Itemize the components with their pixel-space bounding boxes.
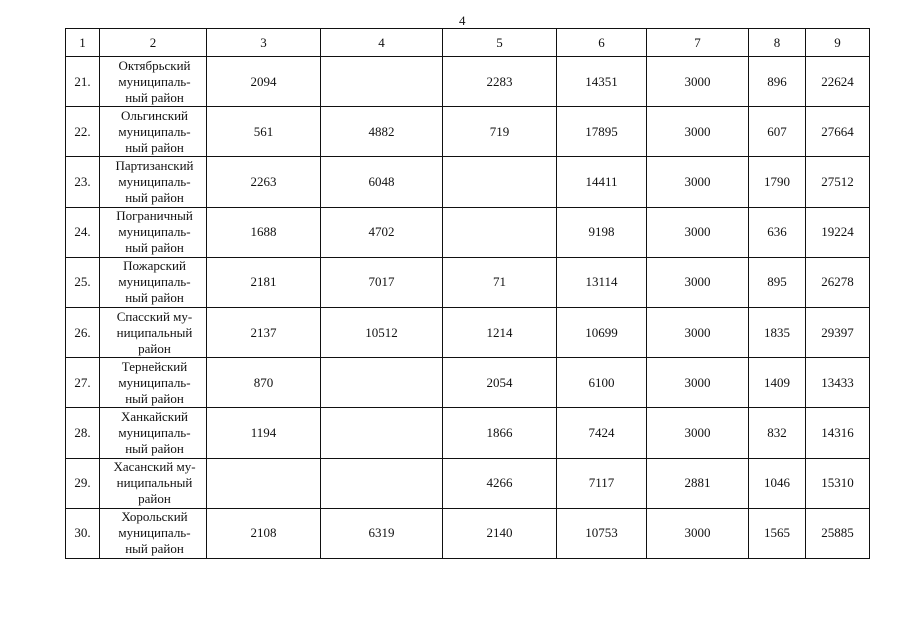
district-name-line: муниципаль- [118, 123, 191, 139]
value-cell-c3: 2137 [207, 307, 321, 357]
value-cell-c8: 895 [749, 257, 806, 307]
district-name-line: ный район [125, 240, 184, 256]
value-cell-c6: 14351 [557, 57, 647, 107]
value-cell-c5: 1214 [443, 307, 557, 357]
value-cell-c9: 13433 [806, 358, 870, 408]
table-row [66, 157, 870, 207]
value-cell-c7: 3000 [647, 207, 749, 257]
value-cell-c8: 607 [749, 107, 806, 157]
district-name-line: муниципаль- [118, 274, 191, 290]
district-name-cell [100, 458, 207, 508]
district-name-line: муниципаль- [118, 224, 191, 240]
column-header: 4 [321, 29, 443, 57]
district-name-cell [100, 257, 207, 307]
district-name-line: район [138, 491, 171, 507]
district-name-line: ный район [125, 390, 184, 406]
value-cell-c9: 29397 [806, 307, 870, 357]
value-cell-c8: 832 [749, 408, 806, 458]
value-cell-c8: 1835 [749, 307, 806, 357]
table-row [66, 257, 870, 307]
district-name-line: Пожарский [123, 258, 186, 274]
value-cell-c5: 71 [443, 257, 557, 307]
row-number-cell: 28. [66, 408, 100, 458]
value-cell-c6: 13114 [557, 257, 647, 307]
page-number: 4 [459, 13, 466, 28]
value-cell-c8: 636 [749, 207, 806, 257]
value-cell-c4 [321, 57, 443, 107]
table-row [66, 458, 870, 508]
table-body [66, 57, 870, 559]
value-cell-c6: 7117 [557, 458, 647, 508]
value-cell-c9: 25885 [806, 508, 870, 558]
district-name-line: ный район [125, 290, 184, 306]
district-name-line: ниципальный [116, 324, 193, 340]
value-cell-c3: 561 [207, 107, 321, 157]
value-cell-c6: 6100 [557, 358, 647, 408]
column-header: 2 [100, 29, 207, 57]
district-name-cell [100, 307, 207, 357]
district-name-cell [100, 107, 207, 157]
column-header: 8 [749, 29, 806, 57]
value-cell-c7: 2881 [647, 458, 749, 508]
value-cell-c4 [321, 408, 443, 458]
value-cell-c3: 2094 [207, 57, 321, 107]
column-header: 9 [806, 29, 870, 57]
value-cell-c5: 2054 [443, 358, 557, 408]
value-cell-c7: 3000 [647, 408, 749, 458]
value-cell-c4: 4882 [321, 107, 443, 157]
row-number-cell: 25. [66, 257, 100, 307]
value-cell-c4: 6319 [321, 508, 443, 558]
value-cell-c8: 896 [749, 57, 806, 107]
value-cell-c7: 3000 [647, 107, 749, 157]
value-cell-c6: 7424 [557, 408, 647, 458]
value-cell-c5: 2140 [443, 508, 557, 558]
district-name-line: муниципаль- [118, 73, 191, 89]
table-row [66, 107, 870, 157]
district-name-line: ный район [125, 189, 184, 205]
value-cell-c5 [443, 207, 557, 257]
district-name-cell [100, 358, 207, 408]
value-cell-c3: 2263 [207, 157, 321, 207]
value-cell-c6: 17895 [557, 107, 647, 157]
district-name-line: район [138, 340, 171, 356]
district-name-line: Тернейский [121, 358, 188, 374]
column-header: 3 [207, 29, 321, 57]
value-cell-c4 [321, 358, 443, 408]
value-cell-c6: 10753 [557, 508, 647, 558]
district-name-line: ниципальный [116, 475, 193, 491]
table-row [66, 207, 870, 257]
value-cell-c5: 2283 [443, 57, 557, 107]
value-cell-c9: 19224 [806, 207, 870, 257]
value-cell-c3: 2181 [207, 257, 321, 307]
value-cell-c7: 3000 [647, 508, 749, 558]
district-name-line: муниципаль- [118, 424, 191, 440]
value-cell-c3 [207, 458, 321, 508]
district-name-line: Октябрьский [118, 57, 191, 73]
row-number-cell: 27. [66, 358, 100, 408]
value-cell-c6: 14411 [557, 157, 647, 207]
value-cell-c8: 1790 [749, 157, 806, 207]
value-cell-c5: 719 [443, 107, 557, 157]
column-header: 7 [647, 29, 749, 57]
row-number-cell: 22. [66, 107, 100, 157]
district-name-cell [100, 207, 207, 257]
column-header: 6 [557, 29, 647, 57]
row-number-cell: 24. [66, 207, 100, 257]
value-cell-c6: 9198 [557, 207, 647, 257]
value-cell-c3: 2108 [207, 508, 321, 558]
value-cell-c3: 1194 [207, 408, 321, 458]
value-cell-c9: 27664 [806, 107, 870, 157]
table-row [66, 57, 870, 107]
district-name-line: муниципаль- [118, 374, 191, 390]
district-name-cell [100, 508, 207, 558]
header-row [66, 29, 870, 57]
district-name-cell [100, 408, 207, 458]
value-cell-c5 [443, 157, 557, 207]
value-cell-c7: 3000 [647, 307, 749, 357]
district-name-line: Хорольский [121, 509, 188, 525]
value-cell-c6: 10699 [557, 307, 647, 357]
table-row [66, 307, 870, 357]
value-cell-c9: 14316 [806, 408, 870, 458]
district-name-line: муниципаль- [118, 173, 191, 189]
value-cell-c9: 15310 [806, 458, 870, 508]
district-name-line: ный район [125, 89, 184, 105]
value-cell-c7: 3000 [647, 358, 749, 408]
data-table [65, 28, 870, 559]
district-name-line: Спасский му- [116, 308, 193, 324]
table-row [66, 508, 870, 558]
row-number-cell: 26. [66, 307, 100, 357]
table-row [66, 408, 870, 458]
district-name-line: Хасанский му- [113, 459, 196, 475]
district-name-line: Ханкайский [121, 408, 188, 424]
value-cell-c8: 1046 [749, 458, 806, 508]
row-number-cell: 23. [66, 157, 100, 207]
district-name-line: муниципаль- [118, 525, 191, 541]
district-name-line: ный район [125, 440, 184, 456]
value-cell-c7: 3000 [647, 57, 749, 107]
value-cell-c4: 10512 [321, 307, 443, 357]
value-cell-c8: 1409 [749, 358, 806, 408]
value-cell-c5: 4266 [443, 458, 557, 508]
value-cell-c4 [321, 458, 443, 508]
value-cell-c9: 26278 [806, 257, 870, 307]
value-cell-c5: 1866 [443, 408, 557, 458]
district-name-line: Пограничный [116, 208, 193, 224]
row-number-cell: 21. [66, 57, 100, 107]
district-name-cell [100, 157, 207, 207]
value-cell-c8: 1565 [749, 508, 806, 558]
value-cell-c3: 870 [207, 358, 321, 408]
value-cell-c4: 7017 [321, 257, 443, 307]
value-cell-c7: 3000 [647, 157, 749, 207]
value-cell-c9: 27512 [806, 157, 870, 207]
value-cell-c4: 4702 [321, 207, 443, 257]
district-name-line: Ольгинский [120, 107, 189, 123]
district-name-line: ный район [125, 139, 184, 155]
table-row [66, 358, 870, 408]
column-header: 5 [443, 29, 557, 57]
column-header: 1 [66, 29, 100, 57]
row-number-cell: 29. [66, 458, 100, 508]
row-number-cell: 30. [66, 508, 100, 558]
value-cell-c4: 6048 [321, 157, 443, 207]
district-name-line: ный район [125, 541, 184, 557]
value-cell-c9: 22624 [806, 57, 870, 107]
district-name-line: Партизанский [115, 157, 194, 173]
district-name-cell [100, 57, 207, 107]
value-cell-c3: 1688 [207, 207, 321, 257]
value-cell-c7: 3000 [647, 257, 749, 307]
